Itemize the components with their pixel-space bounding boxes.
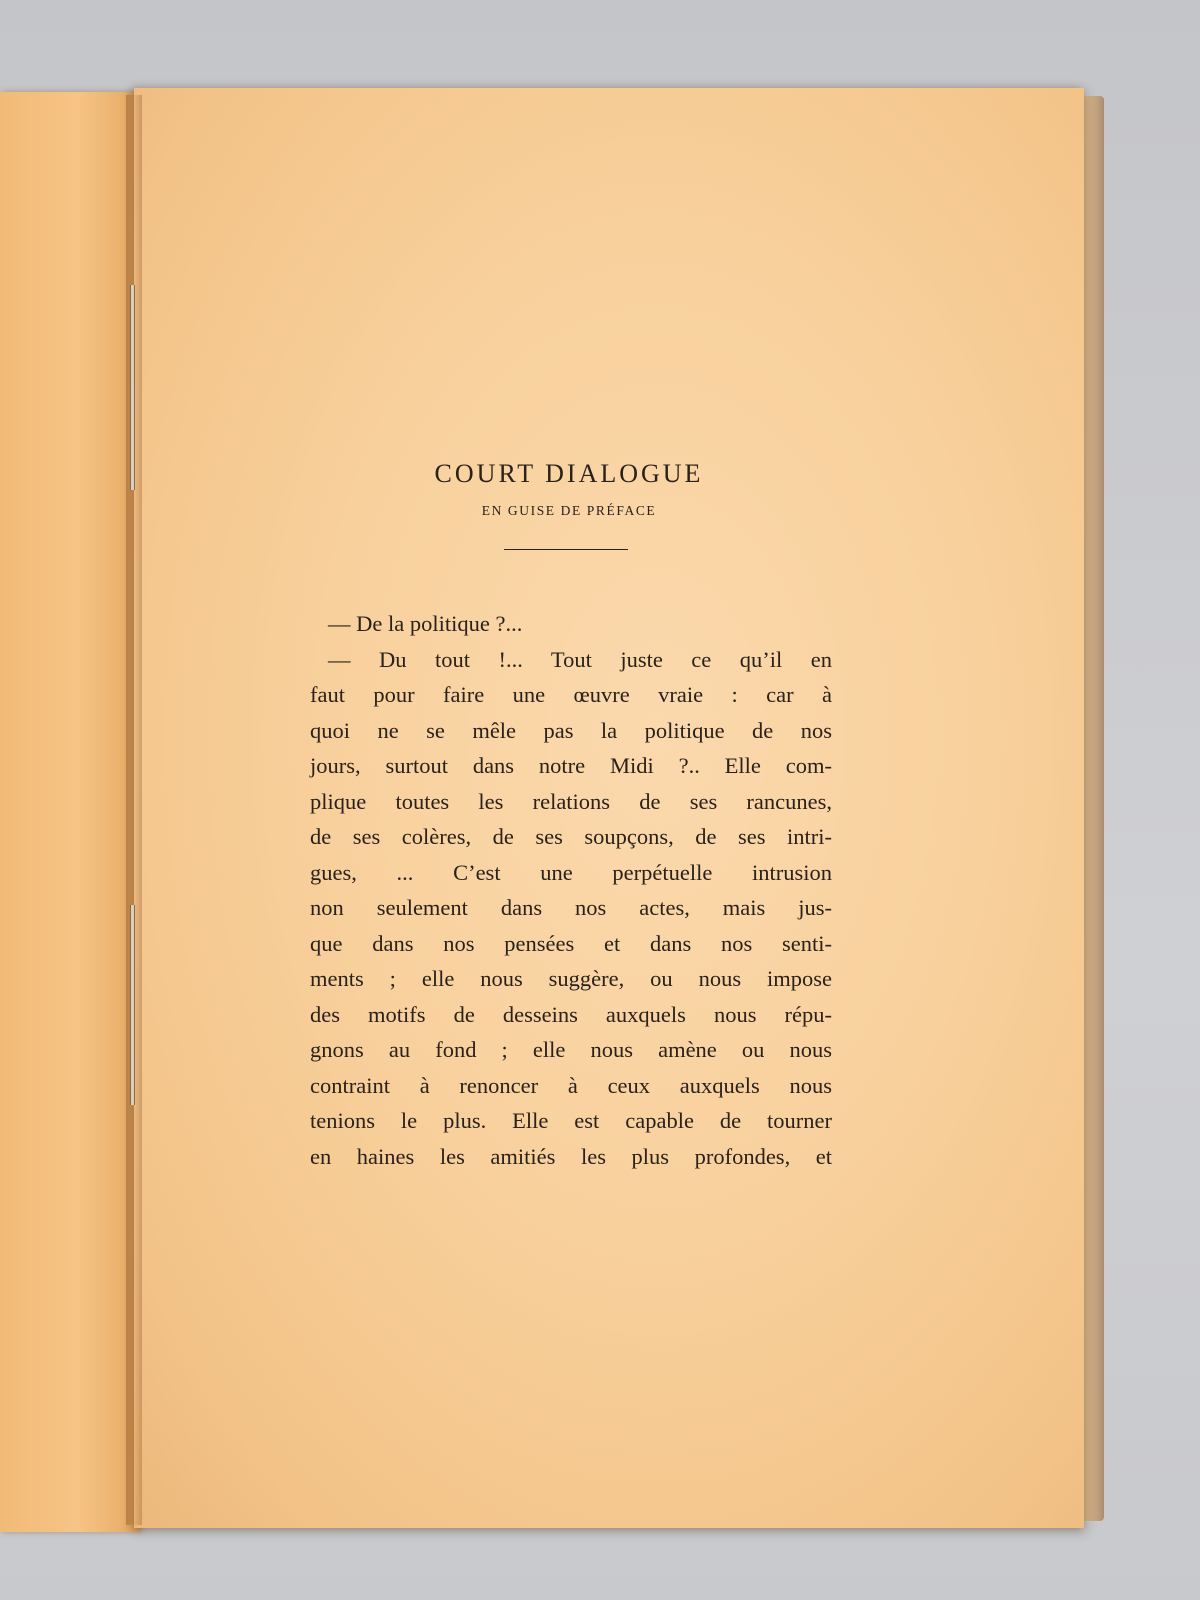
text-line: gnons au fond ; elle nous amène ou nous	[310, 1037, 832, 1063]
text-line: que dans nos pensées et dans nos senti-	[310, 930, 832, 956]
binding-thread-bottom	[130, 905, 135, 1105]
text-line: quoi ne se mêle pas la politique de nos	[310, 717, 832, 743]
text-line: de ses colères, de ses soupçons, de ses intri-	[310, 824, 832, 850]
text-line: — Du tout !... Tout juste ce qu’il en	[328, 646, 832, 672]
text-line: ments ; elle nous suggère, ou nous impose	[310, 966, 832, 992]
text-line: — De la politique ?...	[328, 611, 523, 637]
text-line: faut pour faire une œuvre vraie : car à	[310, 682, 832, 708]
text-line: non seulement dans nos actes, mais jus-	[310, 895, 832, 921]
text-line: jours, surtout dans notre Midi ?.. Elle com-	[310, 753, 832, 779]
text-line: plique toutes les relations de ses rancunes,	[310, 788, 832, 814]
left-page	[0, 92, 140, 1532]
text-line: contraint à renoncer à ceux auxquels nous	[310, 1072, 832, 1098]
body-text	[310, 606, 832, 1174]
chapter-subtitle: EN GUISE DE PRÉFACE	[481, 503, 657, 519]
text-line: gues, ... C’est une perpétuelle intrusion	[310, 859, 832, 885]
title-rule	[504, 549, 628, 550]
text-line: en haines les amitiés les plus profondes, et	[310, 1143, 832, 1169]
page-content	[310, 458, 832, 1174]
text-line: tenions le plus. Elle est capable de tourner	[310, 1108, 832, 1134]
binding-thread-top	[130, 285, 135, 490]
text-line: des motifs de desseins auxquels nous répu-	[310, 1001, 832, 1027]
chapter-title: COURT DIALOGUE	[434, 459, 704, 488]
